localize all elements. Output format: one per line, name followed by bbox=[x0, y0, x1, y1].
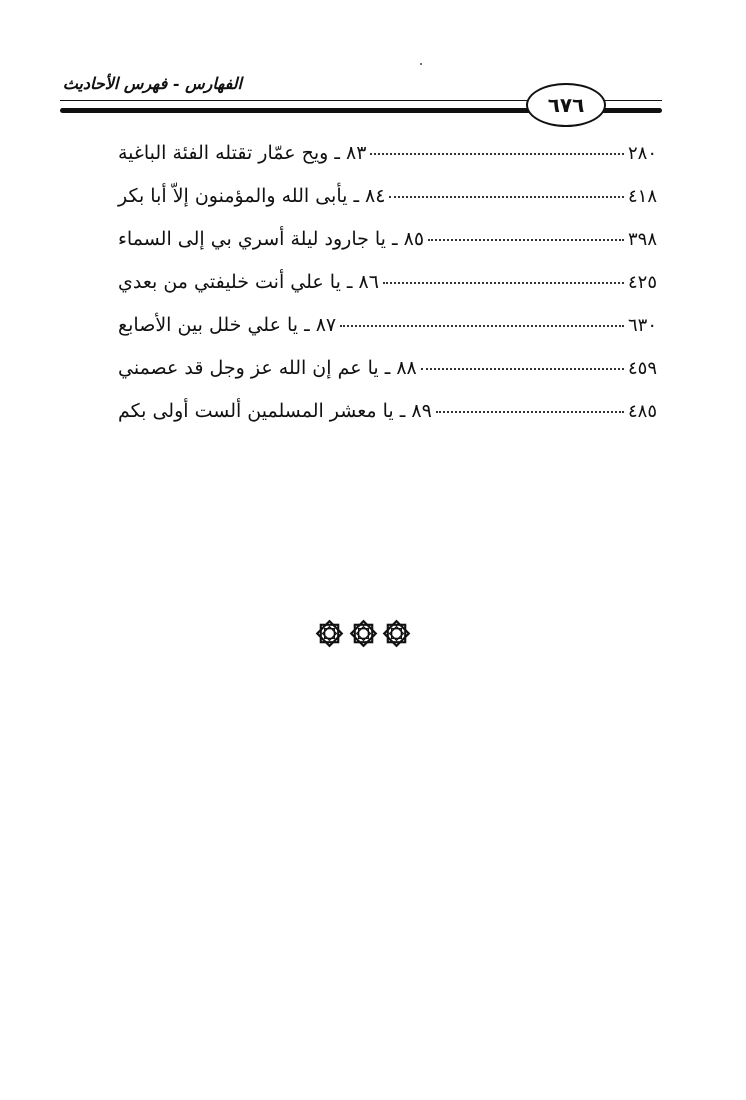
section-end-ornament bbox=[314, 618, 412, 650]
eight-point-star-icon bbox=[314, 618, 345, 649]
index-entry bbox=[118, 357, 666, 400]
index-entry bbox=[118, 314, 666, 357]
eight-point-star-icon bbox=[381, 618, 412, 649]
page-number-badge bbox=[526, 83, 606, 127]
running-header-title: الفهارس - فهرس الأحاديث bbox=[62, 74, 242, 93]
entry-page-number: ٤١٨ bbox=[628, 186, 658, 207]
index-entry bbox=[118, 400, 666, 443]
leader-dots bbox=[340, 325, 624, 327]
eight-point-star-icon bbox=[348, 618, 379, 649]
print-speck bbox=[420, 63, 422, 65]
entry-text: ٨٩ ـ يا معشر المسلمين ألست أولى بكم bbox=[118, 400, 432, 422]
entry-page-number: ٤٥٩ bbox=[628, 358, 658, 379]
index-entry bbox=[118, 228, 666, 271]
entry-text: ٨٨ ـ يا عم إن الله عز وجل قد عصمني bbox=[118, 357, 417, 379]
entry-page-number: ٤٨٥ bbox=[628, 401, 658, 422]
entry-page-number: ٤٢٥ bbox=[628, 272, 658, 293]
leader-dots bbox=[428, 239, 624, 241]
entry-text: ٨٤ ـ يأبى الله والمؤمنون إلاّ أبا بكر bbox=[118, 185, 386, 207]
entry-page-number: ٢٨٠ bbox=[628, 143, 658, 164]
entry-text: ٨٧ ـ يا علي خلل بين الأصابع bbox=[118, 314, 337, 336]
leader-dots bbox=[370, 153, 624, 155]
entry-text: ٨٦ ـ يا علي أنت خليفتي من بعدي bbox=[118, 271, 379, 293]
leader-dots bbox=[383, 282, 624, 284]
page-number: ٦٧٦ bbox=[547, 93, 585, 117]
entry-text: ٨٥ ـ يا جارود ليلة أسري بي إلى السماء bbox=[118, 228, 425, 250]
index-entry bbox=[118, 271, 666, 314]
entry-text: ٨٣ ـ ويح عمّار تقتله الفئة الباغية bbox=[118, 142, 367, 164]
leader-dots bbox=[436, 411, 624, 413]
hadith-index-list bbox=[118, 142, 666, 443]
index-entry bbox=[118, 185, 666, 228]
index-entry bbox=[118, 142, 666, 185]
entry-page-number: ٦٣٠ bbox=[628, 315, 658, 336]
entry-page-number: ٣٩٨ bbox=[628, 229, 658, 250]
leader-dots bbox=[421, 368, 624, 370]
leader-dots bbox=[389, 196, 624, 198]
